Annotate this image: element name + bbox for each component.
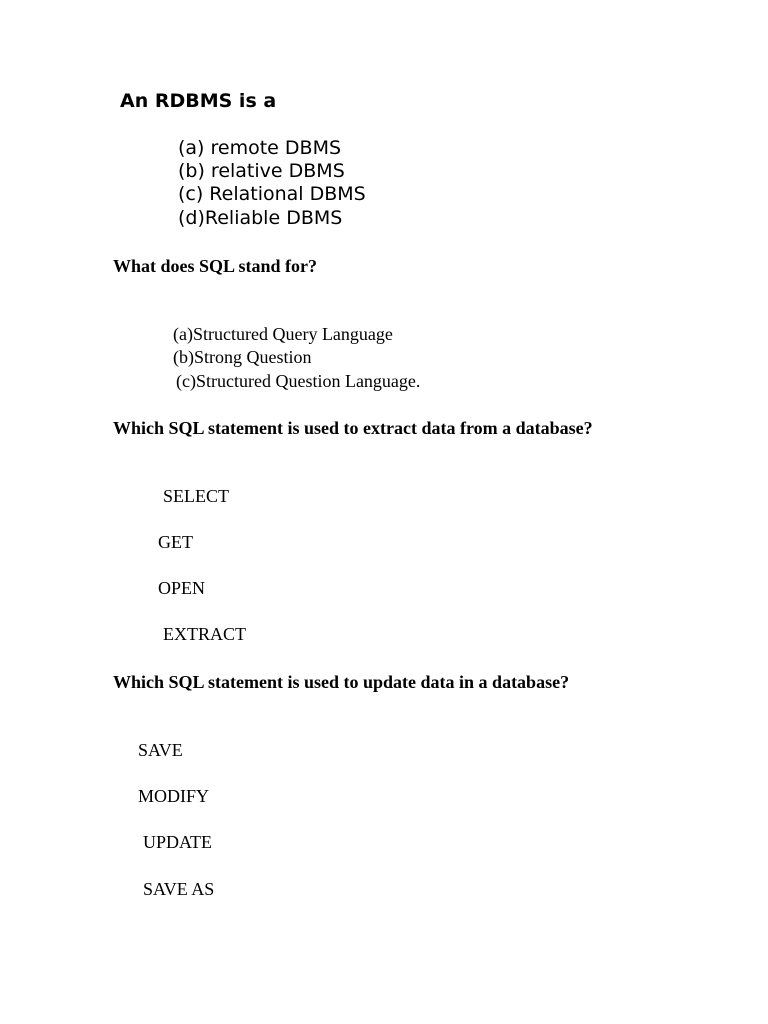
answer-option: (b)Strong Question [173, 347, 312, 367]
answer-option: SAVE [138, 740, 183, 760]
answer-option: (d)Reliable DBMS [178, 207, 343, 229]
answer-option: MODIFY [138, 786, 210, 806]
question-title: Which SQL statement is used to extract data from a database? [113, 418, 593, 438]
answer-option: SELECT [163, 486, 229, 506]
question-title: Which SQL statement is used to update data in a database? [113, 672, 570, 692]
question-title: An RDBMS is a [120, 90, 277, 112]
answer-option: GET [158, 532, 193, 552]
answer-option: (a) remote DBMS [178, 137, 342, 159]
answer-option: (c) Relational DBMS [178, 183, 366, 205]
answer-option: (c)Structured Question Language. [176, 371, 421, 391]
question-title: What does SQL stand for? [113, 256, 318, 276]
answer-option: (b) relative DBMS [178, 160, 345, 182]
answer-option: OPEN [158, 578, 206, 598]
answer-option: UPDATE [143, 832, 213, 852]
answer-option: EXTRACT [163, 624, 246, 644]
answer-option: SAVE AS [143, 879, 215, 899]
answer-option: (a)Structured Query Language [173, 324, 393, 344]
